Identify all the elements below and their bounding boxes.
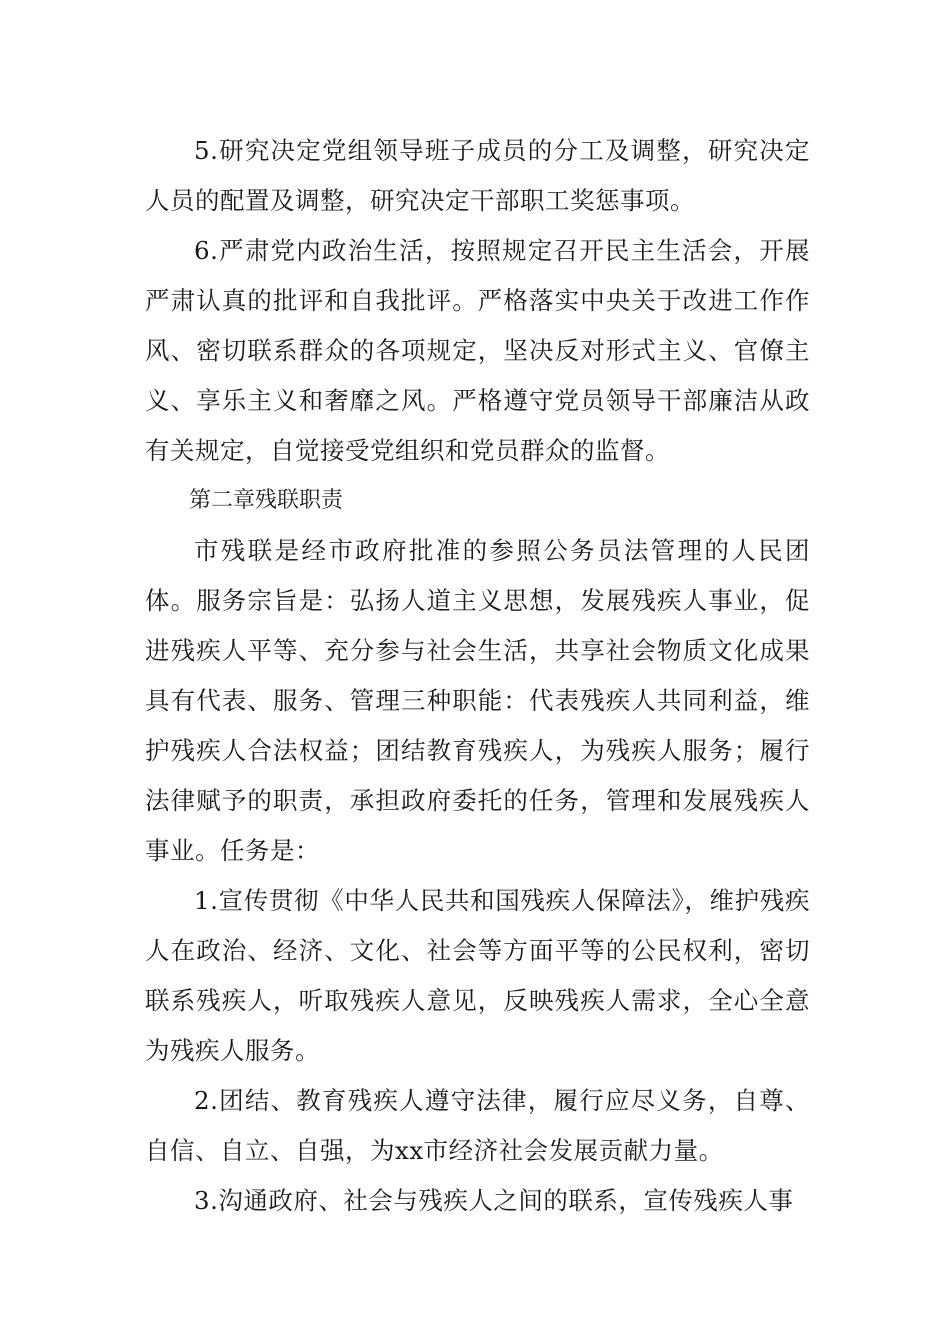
document-body <box>145 126 810 1226</box>
paragraph-intro: 市残联是经市政府批准的参照公务员法管理的人民团体。服务宗旨是：弘扬人道主义思想，发展残疾人事业，促进残疾人平等、充分参与社会生活，共享社会物质文化成果具有代表、服务、管理三种职能：代表残疾人共同利益，维护残疾人合法权益；团结教育残疾人，为残疾人服务；履行法律赋予的职责，承担政府委托的任务，管理和发展残疾人事业。任务是： <box>145 536 810 865</box>
paragraph-item-5: 5.研究决定党组领导班子成员的分工及调整，研究决定人员的配置及调整，研究决定干部职工奖惩事项。 <box>145 136 810 215</box>
paragraph-item-6: 6.严肃党内政治生活，按照规定召开民主生活会，开展严肃认真的批评和自我批评。严格落实中央关于改进工作作风、密切联系群众的各项规定，坚决反对形式主义、官僚主义、享乐主义和奢靡之风。严格遵守党员领导干部廉洁从政有关规定，自觉接受党组织和党员群众的监督。 <box>145 236 810 465</box>
paragraph-task-3: 3.沟通政府、社会与残疾人之间的联系，宣传残疾人事 <box>194 1186 794 1215</box>
paragraph-task-2: 2.团结、教育残疾人遵守法律，履行应尽义务，自尊、自信、自立、自强，为xx市经济社会发展贡献力量。 <box>145 1086 810 1165</box>
paragraph-task-1: 1.宣传贯彻《中华人民共和国残疾人保障法》，维护残疾人在政治、经济、文化、社会等方面平等的公民权利，密切联系残疾人，听取残疾人意见，反映残疾人需求，全心全意为残疾人服务。 <box>145 886 810 1065</box>
chapter-heading: 第二章残联职责 <box>189 488 344 513</box>
